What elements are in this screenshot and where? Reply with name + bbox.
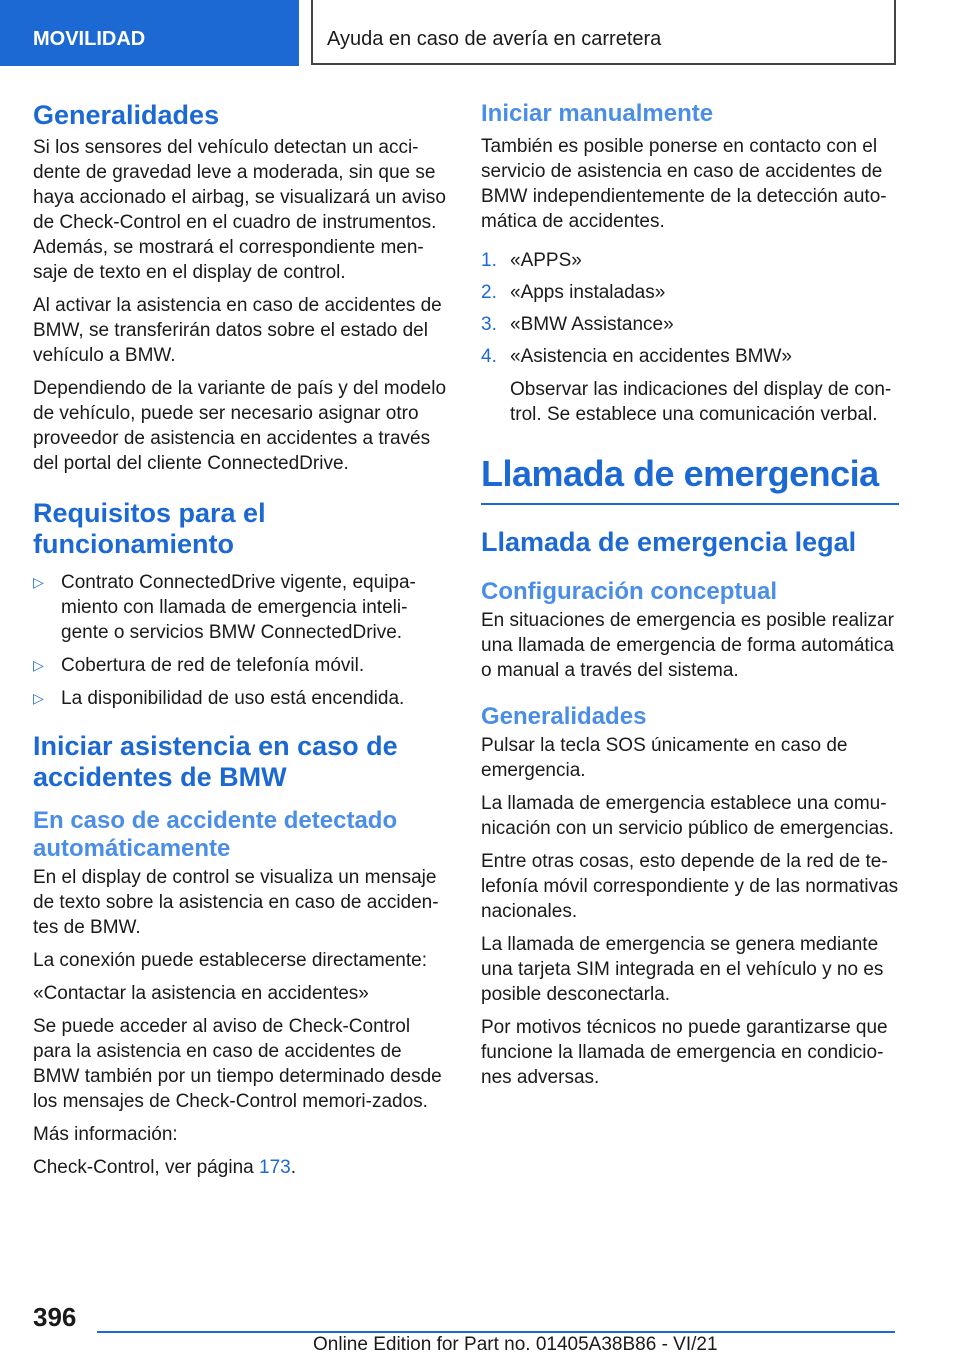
cross-reference (33, 1155, 451, 1180)
heading-llamada-emergencia: Llamada de emergencia (481, 451, 899, 505)
list-item (33, 686, 451, 711)
paragraph: Por motivos técnicos no puede garantizarse que funcione la llamada de emergencia en condicio-nes adversas. (481, 1017, 888, 1088)
paragraph: En situaciones de emergencia es posible realizar una llamada de emergencia de forma automática o manual a través del sistema. (481, 610, 894, 681)
paragraph: En el display de control se visualiza un mensaje de texto sobre la asistencia en caso de acciden-tes de BMW. (33, 867, 439, 938)
heading-generalidades: Generalidades (33, 100, 220, 130)
paragraph: Más información: (33, 1124, 178, 1145)
footer-divider (97, 1331, 895, 1333)
paragraph: Entre otras cosas, esto depende de la red de te-lefonía móvil correspondiente y de las normativas nacionales. (481, 851, 899, 922)
step-item (481, 344, 899, 427)
heading-iniciar-manualmente: Iniciar manualmente (481, 100, 714, 127)
list-item-text: Cobertura de red de telefonía móvil. (61, 655, 365, 676)
edition-note: Online Edition for Part no. 01405A38B86 - VI/21 (313, 1334, 718, 1355)
paragraph: Se puede acceder al aviso de Check-Control para la asistencia en caso de accidentes de BMW también por un tiempo determinado desde los mensajes de Check-Control memori-zados. (33, 1016, 442, 1112)
step-number: 2. (481, 282, 497, 303)
paragraph: Al activar la asistencia en caso de accidentes de BMW, se transferirán datos sobre el estado del vehículo a BMW. (33, 295, 442, 366)
paragraph: La llamada de emergencia se genera mediante una tarjeta SIM integrada en el vehículo y no es posible desconectarla. (481, 934, 884, 1005)
paragraph: También es posible ponerse en contacto con el servicio de asistencia en caso de accidentes de BMW independientemente de la detección auto-mática de accidentes. (481, 136, 887, 232)
triangle-right-icon: ▷ (33, 657, 44, 673)
page-link[interactable]: 173 (259, 1157, 291, 1178)
paragraph: «Contactar la asistencia en accidentes» (33, 983, 369, 1004)
page-header (0, 0, 960, 66)
paragraph: Dependiendo de la variante de país y del modelo de vehículo, puede ser necesario asignar otro proveedor de asistencia en accidentes a través del portal del cliente ConnectedDrive. (33, 378, 447, 474)
step-number: 3. (481, 314, 497, 335)
paragraph: Pulsar la tecla SOS únicamente en caso de emergencia. (481, 735, 848, 781)
step-text: «APPS» (510, 250, 582, 271)
paragraph: Si los sensores del vehículo detectan un acci-dente de gravedad leve a moderada, sin que se haya accionado el airbag, se visualizará un aviso de Check-Control en el cuadro de instrumentos. Además, se mostrará el correspondiente men-saje de texto en el display de control. (33, 137, 446, 283)
triangle-right-icon: ▷ (33, 690, 44, 706)
list-item-text: La disponibilidad de uso está encendida. (61, 688, 405, 709)
steps-list (481, 248, 899, 427)
section-label: MOVILIDAD (0, 0, 299, 66)
chapter-title: Ayuda en caso de avería en carretera (311, 0, 896, 65)
cross-reference-text: Check-Control, ver página (33, 1157, 259, 1178)
paragraph: La llamada de emergencia establece una comu-nicación con un servicio público de emergencias. (481, 793, 894, 839)
page-number: 396 (33, 1302, 77, 1332)
heading-configuracion: Configuración conceptual (481, 578, 778, 605)
requisitos-list (33, 570, 451, 711)
right-column (481, 100, 899, 1098)
heading-llamada-legal: Llamada de emergencia legal (481, 527, 857, 557)
step-item (481, 280, 899, 305)
heading-iniciar-asistencia: Iniciar asistencia en caso de accidentes de BMW (33, 731, 398, 792)
list-item (33, 653, 451, 678)
heading-accidente-detectado: En caso de accidente detectado automáticamente (33, 807, 398, 862)
step-number: 1. (481, 250, 497, 271)
list-item-text: Contrato ConnectedDrive vigente, equipa-miento con llamada de emergencia inteli-gente o servicios BMW ConnectedDrive. (61, 572, 416, 643)
step-item (481, 312, 899, 337)
step-text: «Asistencia en accidentes BMW» (510, 346, 792, 367)
list-item (33, 570, 451, 645)
step-text: «Apps instaladas» (510, 282, 666, 303)
step-note: Observar las indicaciones del display de con-trol. Se establece una comunicación verbal. (510, 379, 892, 425)
step-text: «BMW Assistance» (510, 314, 674, 335)
paragraph: La conexión puede establecerse directamente: (33, 950, 427, 971)
cross-reference-end: . (290, 1157, 296, 1178)
step-item (481, 248, 899, 273)
heading-requisitos: Requisitos para el funcionamiento (33, 498, 266, 559)
triangle-right-icon: ▷ (33, 574, 44, 590)
step-number: 4. (481, 346, 497, 367)
heading-generalidades-2: Generalidades (481, 703, 647, 730)
left-column (33, 100, 451, 1188)
